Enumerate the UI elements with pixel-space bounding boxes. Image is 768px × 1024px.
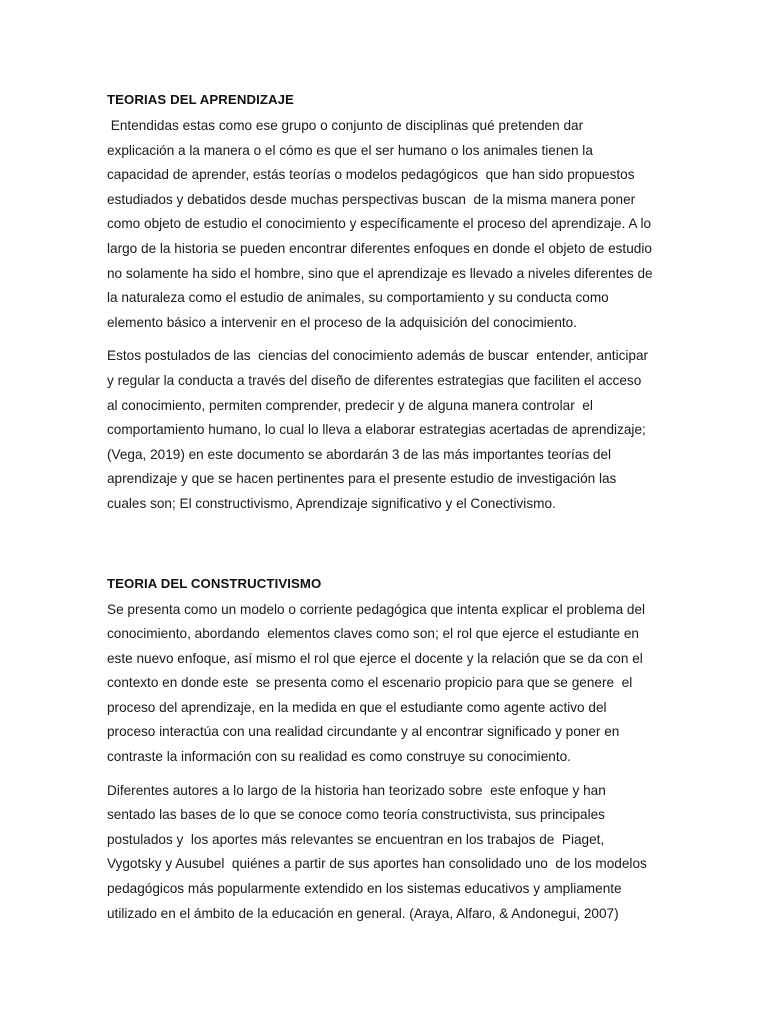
text-line: contraste la información con su realidad es como construye su conocimiento. [107, 749, 571, 765]
text-line: como objeto de estudio el conocimiento y específicamente el proceso del aprendizaje. A lo [107, 216, 652, 232]
text-line: comportamiento humano, lo cual lo lleva a elaborar estrategias acertadas de aprendizaje; [107, 422, 646, 438]
text-line: pedagógicos más popularmente extendido en los sistemas educativos y ampliamente [107, 881, 622, 897]
paragraph [107, 114, 667, 335]
text-line: Entendidas estas como ese grupo o conjunto de disciplinas qué pretenden dar [107, 118, 584, 133]
text-line: no solamente ha sido el hombre, sino que el aprendizaje es llevado a niveles diferentes de [107, 265, 653, 281]
section-teorias-del-aprendizaje [107, 90, 667, 517]
section-spacer [107, 526, 667, 574]
text-line: contexto en donde este se presenta como el escenario propicio para que se genere el [107, 675, 633, 691]
paragraph [107, 598, 667, 770]
section-teoria-del-constructivismo [107, 574, 667, 927]
text-line: y regular la conducta a través del diseño de diferentes estrategias que faciliten el acceso [107, 372, 642, 388]
text-line: Vygotsky y Ausubel quiénes a partir de sus aportes han consolidado uno de los modelos [107, 856, 647, 872]
text-line: proceso interactúa con una realidad circundante y al encontrar significado y poner en [107, 724, 620, 740]
text-line: Estos postulados de las ciencias del conocimiento además de buscar entender, anticipar [107, 348, 649, 364]
text-line: (Vega, 2019) en este documento se abordarán 3 de las más importantes teorías del [107, 446, 612, 462]
text-line: explicación a la manera o el cómo es que el ser humano o los animales tienen la [107, 142, 593, 158]
text-line: capacidad de aprender, estás teorías o modelos pedagógicos que han sido propuestos [107, 167, 635, 183]
text-line: cuales son; El constructivismo, Aprendizaje significativo y el Conectivismo. [107, 495, 556, 511]
text-line: la naturaleza como el estudio de animales, su comportamiento y su conducta como [107, 290, 609, 306]
text-line: al conocimiento, permiten comprender, predecir y de alguna manera controlar el [107, 397, 593, 413]
text-line: este nuevo enfoque, así mismo el rol que ejerce el docente y la relación que se da con el [107, 650, 643, 666]
text-line: aprendizaje y que se hacen pertinentes para el presente estudio de investigación las [107, 471, 617, 487]
section-heading: TEORIA DEL CONSTRUCTIVISMO [107, 575, 322, 591]
text-line: Se presenta como un modelo o corriente pedagógica que intenta explicar el problema del [107, 601, 646, 617]
text-line: proceso del aprendizaje, en la medida en que el estudiante como agente activo del [107, 699, 607, 715]
paragraph [107, 779, 667, 927]
text-line: conocimiento, abordando elementos claves como son; el rol que ejerce el estudiante en [107, 626, 639, 642]
text-line: largo de la historia se pueden encontrar diferentes enfoques en donde el objeto de estudio [107, 240, 652, 256]
paragraph [107, 344, 667, 516]
text-line: estudiados y debatidos desde muchas perspectivas buscan de la misma manera poner [107, 191, 636, 207]
text-line: postulados y los aportes más relevantes se encuentran en los trabajos de Piaget, [107, 831, 605, 847]
text-line: elemento básico a intervenir en el proceso de la adquisición del conocimiento. [107, 314, 578, 330]
section-heading: TEORIAS DEL APRENDIZAJE [107, 92, 294, 107]
text-line: Diferentes autores a lo largo de la historia han teorizado sobre este enfoque y han [107, 782, 606, 798]
document-body [107, 90, 667, 935]
text-line: sentado las bases de lo que se conoce como teoría constructivista, sus principales [107, 807, 605, 823]
text-line: utilizado en el ámbito de la educación en general. (Araya, Alfaro, & Andonegui, 2007) [107, 905, 619, 921]
